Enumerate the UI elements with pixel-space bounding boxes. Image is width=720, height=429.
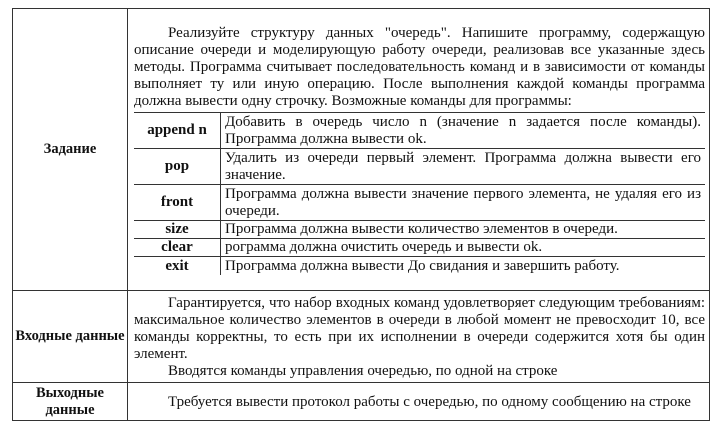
command-row [134, 221, 705, 239]
task-intro: Реализуйте структуру данных "очередь". Напишите программу, содержащую описание очереди и моделирующую работу очереди, реализовав все указанные здесь методы. Программа считывает последовательность команд и в зависимости от команды выполняет ту или иную операцию. После выполнения каждой команды программа должна вывести одну строчку. Возможные команды для программы: [134, 25, 705, 110]
output-content [128, 383, 710, 421]
command-name: exit [134, 257, 221, 275]
next-row-edge [324, 420, 364, 429]
command-name: front [134, 185, 221, 221]
command-desc: Программа должна вывести значение первого элемента, не удаляя его из очереди. [221, 185, 706, 221]
input-row [13, 291, 710, 383]
command-desc: Удалить из очереди первый элемент. Программа должна вывести его значение. [221, 149, 706, 185]
command-name: append n [134, 113, 221, 149]
command-row [134, 149, 705, 185]
output-paragraph: Требуется вывести протокол работы с очередью, по одному сообщению на строке [168, 393, 691, 410]
command-desc: Добавить в очередь число n (значение n задается после команды). Программа должна вывести ok. [221, 113, 706, 149]
output-label: Выходные данные [13, 383, 128, 421]
task-label: Задание [13, 9, 128, 291]
command-row [134, 185, 705, 221]
command-desc: Программа должна вывести количество элементов в очереди. [221, 221, 706, 239]
command-name: pop [134, 149, 221, 185]
command-desc: рограмма должна очистить очередь и вывести ok. [221, 239, 706, 257]
commands-table [134, 112, 705, 275]
task-table [12, 8, 710, 421]
command-name: size [134, 221, 221, 239]
output-row [13, 383, 710, 421]
input-paragraph: Вводятся команды управления очередью, по одной на строке [168, 362, 558, 379]
input-content [128, 291, 710, 383]
input-paragraph: Гарантируется, что набор входных команд удовлетворяет следующим требованиям: максимальное количество элементов в очереди в любой момент не превосходит 10, все команды корректны, то есть при их исполнении в очереди содержится хотя бы один элемент. [134, 294, 705, 362]
task-row [13, 9, 710, 291]
command-name: clear [134, 239, 221, 257]
command-row [134, 257, 705, 275]
task-content [128, 9, 710, 291]
command-desc: Программа должна вывести До свидания и завершить работу. [221, 257, 706, 275]
command-row [134, 239, 705, 257]
command-row [134, 113, 705, 149]
input-label: Входные данные [13, 291, 128, 383]
